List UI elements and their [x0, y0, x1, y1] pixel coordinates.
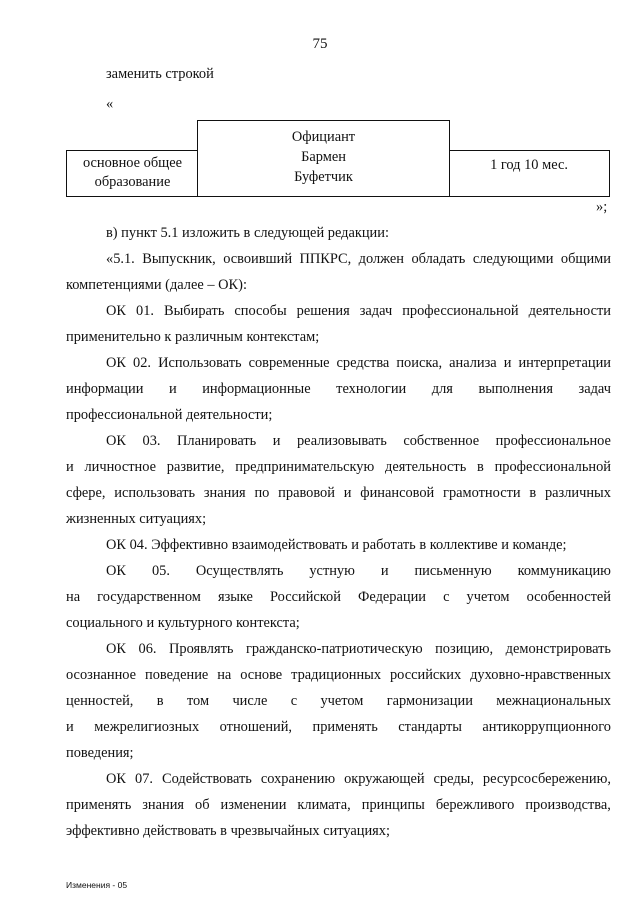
ok03-line-1: ОК 03. Планировать и реализовывать собственное профессиональное — [106, 433, 611, 449]
ok02-line-2: информации и информационные технологии для выполнения задач — [66, 381, 611, 397]
footer-revision: Изменения - 05 — [66, 880, 128, 890]
ok02-line-3: профессиональной деятельности; — [66, 407, 273, 423]
duration-cell — [449, 150, 610, 197]
ok06-line-2: осознанное поведение на основе традиционных российских духовно-нравственных — [66, 667, 611, 683]
ok03-line-2: и личностное развитие, предпринимательскую деятельность в профессиональной — [66, 459, 611, 475]
ok01-line-2: применительно к различным контекстам; — [66, 329, 320, 345]
intro-text: заменить строкой — [106, 66, 214, 82]
ok05-line-1: ОК 05. Осуществлять устную и письменную коммуникацию — [106, 563, 611, 579]
education-line-1: основное общее — [82, 155, 183, 171]
para-5-1-line-2: компетенциями (далее – ОК): — [66, 277, 247, 293]
professions-cell — [197, 120, 450, 197]
ok07-line-3: эффективно действовать в чрезвычайных ситуациях; — [66, 823, 390, 839]
ok04-line-1: ОК 04. Эффективно взаимодействовать и работать в коллективе и команде; — [106, 537, 567, 553]
ok03-line-4: жизненных ситуациях; — [66, 511, 207, 527]
ok06-line-5: поведения; — [66, 745, 134, 761]
duration-value: 1 год 10 мес. — [490, 157, 568, 173]
ok03-line-3: сфере, использовать знания по правовой и финансовой грамотности в различных — [66, 485, 611, 501]
ok01-line-1: ОК 01. Выбирать способы решения задач профессиональной деятельности — [106, 303, 611, 319]
ok06-line-3: ценностей, в том числе с учетом гармонизации межнациональных — [66, 693, 611, 709]
education-cell — [66, 150, 198, 197]
ok07-line-2: применять знания об изменении климата, принципы бережливого производства, — [66, 797, 611, 813]
ok05-line-3: социального и культурного контекста; — [66, 615, 300, 631]
page-number: 75 — [312, 36, 328, 52]
ok05-line-2: на государственном языке Российской Федерации с учетом особенностей — [66, 589, 611, 605]
open-quote: « — [106, 96, 114, 112]
ok02-line-1: ОК 02. Использовать современные средства поиска, анализа и интерпретации — [106, 355, 611, 371]
ok06-line-1: ОК 06. Проявлять гражданско-патриотическую позицию, демонстрировать — [106, 641, 611, 657]
ok06-line-4: и межрелигиозных отношений, применять стандарты антикоррупционного — [66, 719, 611, 735]
profession-waiter: Официант — [291, 129, 356, 145]
profession-bartender: Бармен — [301, 149, 346, 165]
ok07-line-1: ОК 07. Содействовать сохранению окружающей среды, ресурсосбережению, — [106, 771, 611, 787]
profession-buffet-worker: Буфетчик — [294, 169, 353, 185]
para-5-1-line-1: «5.1. Выпускник, освоивший ППКРС, должен обладать следующими общими — [106, 251, 611, 267]
item-v-heading: в) пункт 5.1 изложить в следующей редакции: — [106, 225, 389, 241]
close-quote: »; — [596, 199, 608, 215]
education-line-2: образование — [94, 174, 171, 190]
